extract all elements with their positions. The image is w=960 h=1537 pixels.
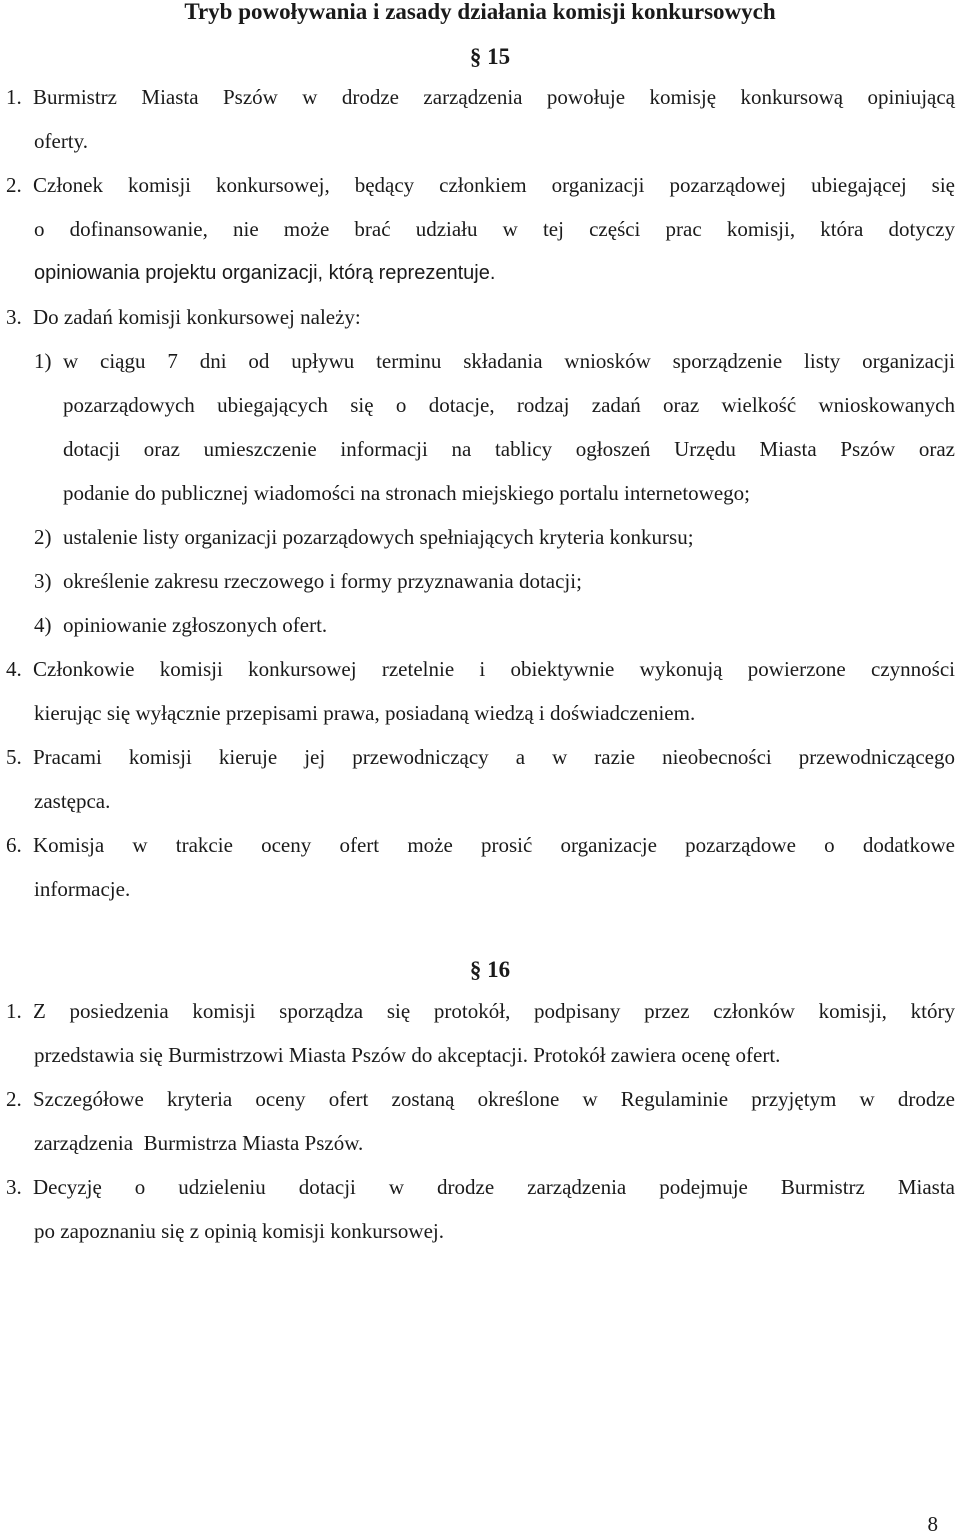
s15-item-4-line-2: kierując się wyłącznie przepisami prawa, posiadaną wiedzą i doświadczeniem. [34, 701, 696, 725]
s15-sub-1-line-3: dotacji oraz umieszczenie informacji na tablicy ogłoszeń Urzędu Miasta Pszów oraz [63, 437, 955, 461]
s16-item-2-line-1 [6, 1077, 955, 1121]
s16-item-3-line-2: po zapoznaniu się z opinią komisji konkursowej. [34, 1219, 445, 1243]
s16-item-3-number: 3. [6, 1175, 22, 1199]
section-15-heading: § 15 [469, 44, 511, 69]
s16-item-1-text: Z posiedzenia komisji sporządza się protokół, podpisany przez członków komisji, który [33, 999, 955, 1023]
s16-item-1-number: 1. [6, 999, 22, 1023]
s16-item-2-line-2: zarządzenia Burmistrza Miasta Pszów. [34, 1131, 364, 1155]
s15-item-6-number: 6. [6, 833, 22, 857]
s15-item-4-number: 4. [6, 657, 22, 681]
s15-item-2-line-3: opiniowania projektu organizacji, którą reprezentuje. [34, 262, 496, 284]
s15-item-6-text: Komisja w trakcie oceny ofert może prosić organizacje pozarządowe o dodatkowe [33, 833, 955, 857]
s16-item-1-line-2: przedstawia się Burmistrzowi Miasta Pszów do akceptacji. Protokół zawiera ocenę ofert. [34, 1043, 781, 1067]
s15-item-2-line-2: o dofinansowanie, nie może brać udziału w tej części prac komisji, która dotyczy [34, 217, 955, 241]
s15-item-6-line-1 [6, 823, 955, 867]
s15-sub-4-text: opiniowanie zgłoszonych ofert. [63, 613, 328, 637]
s15-sub-1-line-2: pozarządowych ubiegających się o dotacje, rodzaj zadań oraz wielkość wnioskowanych [63, 393, 955, 417]
s15-item-3-line-1 [6, 295, 955, 339]
section-16-heading: § 16 [469, 957, 511, 982]
s15-sub-1-line-1 [34, 339, 955, 383]
s15-sub-3 [34, 559, 955, 603]
document-title: Tryb powoływania i zasady działania komisji konkursowych [184, 0, 776, 24]
s16-item-3-text: Decyzję o udzieleniu dotacji w drodze zarządzenia podejmuje Burmistrz Miasta [33, 1175, 955, 1199]
s15-item-1-line-1 [6, 75, 955, 119]
s15-sub-2-number: 2) [34, 525, 52, 549]
s15-item-2-text: Członek komisji konkursowej, będący członkiem organizacji pozarządowej ubiegającej się [33, 173, 955, 197]
s16-item-2-number: 2. [6, 1087, 22, 1111]
s15-sub-4 [34, 603, 955, 647]
s15-item-5-line-1 [6, 735, 955, 779]
s15-item-1-text: Burmistrz Miasta Pszów w drodze zarządzenia powołuje komisję konkursową opiniującą [33, 85, 955, 109]
s15-item-5-line-2: zastępca. [34, 789, 111, 813]
s15-item-6-line-2: informacje. [34, 877, 131, 901]
s16-item-2-text: Szczegółowe kryteria oceny ofert zostaną określone w Regulaminie przyjętym w drodze [33, 1087, 955, 1111]
s15-sub-2 [34, 515, 955, 559]
s15-item-1-number: 1. [6, 85, 22, 109]
s15-sub-1-number: 1) [34, 349, 52, 373]
s15-item-1-line-2: oferty. [34, 129, 89, 153]
s15-item-2-line-1 [6, 163, 955, 207]
s15-sub-3-text: określenie zakresu rzeczowego i formy przyznawania dotacji; [63, 569, 582, 593]
s15-item-2-number: 2. [6, 173, 22, 197]
s15-item-3-number: 3. [6, 305, 22, 329]
s16-item-1-line-1 [6, 989, 955, 1033]
s15-sub-1-line-4: podanie do publicznej wiadomości na stronach miejskiego portalu internetowego; [63, 481, 750, 505]
s15-item-3-text: Do zadań komisji konkursowej należy: [33, 305, 361, 329]
page-number: 8 [927, 1512, 938, 1536]
s15-item-5-text: Pracami komisji kieruje jej przewodniczący a w razie nieobecności przewodniczącego [33, 745, 955, 769]
s16-item-3-line-1 [6, 1165, 955, 1209]
s15-sub-1-text: w ciągu 7 dni od upływu terminu składania wniosków sporządzenie listy organizacji [63, 349, 955, 373]
s15-item-5-number: 5. [6, 745, 22, 769]
s15-sub-3-number: 3) [34, 569, 52, 593]
s15-sub-2-text: ustalenie listy organizacji pozarządowych spełniających kryteria konkursu; [63, 525, 694, 549]
s15-sub-4-number: 4) [34, 613, 52, 637]
s15-item-4-text: Członkowie komisji konkursowej rzetelnie i obiektywnie wykonują powierzone czynności [33, 657, 955, 681]
s15-item-4-line-1 [6, 647, 955, 691]
